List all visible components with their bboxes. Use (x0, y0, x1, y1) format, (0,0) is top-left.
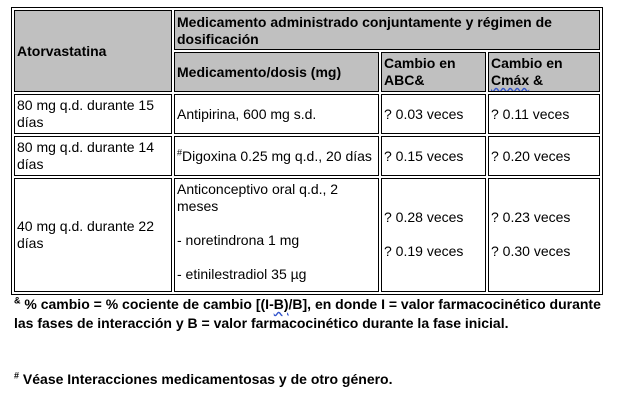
row-2-drug-text (177, 148, 378, 165)
row-2-drug-label: Digoxina 0.25 mg q.d., 20 días (182, 147, 372, 164)
header-drug-dose-label: Medicamento/dosis (mg) (177, 63, 342, 80)
row-3-abc-value-1: ? 0.28 veces (384, 209, 464, 225)
table-row-1-abc (381, 94, 486, 134)
row-1-cmax-text: ? 0.11 veces (491, 105, 570, 122)
table-row-1-cmax (488, 94, 600, 134)
footnote-amp-squiggle: B) (273, 296, 289, 312)
pharmacokinetics-table (11, 7, 603, 295)
footnote-amp-mark: & (14, 295, 21, 306)
header-cmax-prefix: Cambio en (491, 55, 563, 71)
footnote-amp-post: /B], en donde I = valor farmacocinético durante las fases de interacción y B = valor farmacocinético durante la fase inicial. (14, 296, 601, 331)
table-row-2-cmax (488, 136, 600, 176)
row-1-atorva-text: 80 mg q.d. durante 15 días (17, 97, 154, 130)
header-cmax-mark: & (529, 72, 544, 88)
row-3-drug-line-2: - noretindrona 1 mg (177, 232, 300, 248)
table-row-3-abc (381, 178, 486, 292)
header-group-label: Medicamento administrado conjuntamente y régimen de dosificación (177, 14, 552, 47)
footnote-hash-text: Véase Interacciones medicamentosas y de otro género. (19, 371, 393, 387)
table-row-3-drug (174, 178, 379, 292)
footnote-hash-mark: # (14, 370, 20, 381)
header-cmax-change (488, 52, 600, 92)
header-atorvastatina (14, 10, 172, 92)
header-atorvastatina-label: Atorvastatina (17, 42, 107, 59)
header-abc-prefix: Cambio en (384, 55, 456, 71)
footnote-interactions (14, 370, 606, 389)
header-drug-dose (174, 52, 379, 92)
header-abc-change (381, 52, 486, 92)
footnote-amp-pre: % cambio = % cociente de cambio [(I- (20, 296, 274, 312)
row-3-drug-line-1: Anticonceptivo oral q.d., 2 meses (177, 181, 339, 214)
table-row-3-atorvastatina (14, 178, 172, 292)
row-3-cmax-value-2: ? 0.30 veces (491, 243, 571, 259)
row-2-cmax-text: ? 0.20 veces (491, 147, 571, 164)
table-row-2-abc (381, 136, 486, 176)
row-3-abc-value-2: ? 0.19 veces (384, 243, 464, 259)
table-row-2-atorvastatina (14, 136, 172, 176)
header-abc-mark: & (414, 72, 425, 88)
footnote-percent-change (14, 295, 606, 333)
header-abc-word: ABC (384, 72, 415, 88)
row-2-drug-mark: # (177, 146, 183, 157)
header-coadministered-group (174, 10, 600, 50)
table-row-1-drug (174, 94, 379, 134)
row-2-abc-text: ? 0.15 veces (384, 147, 464, 164)
row-1-drug-text: Antipirina, 600 mg s.d. (177, 105, 317, 122)
row-3-drug-line-3: - etinilestradiol 35 µg (177, 266, 307, 282)
header-cmax-word: Cmáx (491, 72, 530, 88)
table-row-1-atorvastatina (14, 94, 172, 134)
row-3-cmax-value-1: ? 0.23 veces (491, 209, 571, 225)
row-3-atorva-text: 40 mg q.d. durante 22 días (17, 218, 154, 251)
table-row-2-drug (174, 136, 379, 176)
table-row-3-cmax (488, 178, 600, 292)
row-1-abc-text: ? 0.03 veces (384, 105, 464, 122)
row-2-atorva-text: 80 mg q.d. durante 14 días (17, 139, 154, 172)
